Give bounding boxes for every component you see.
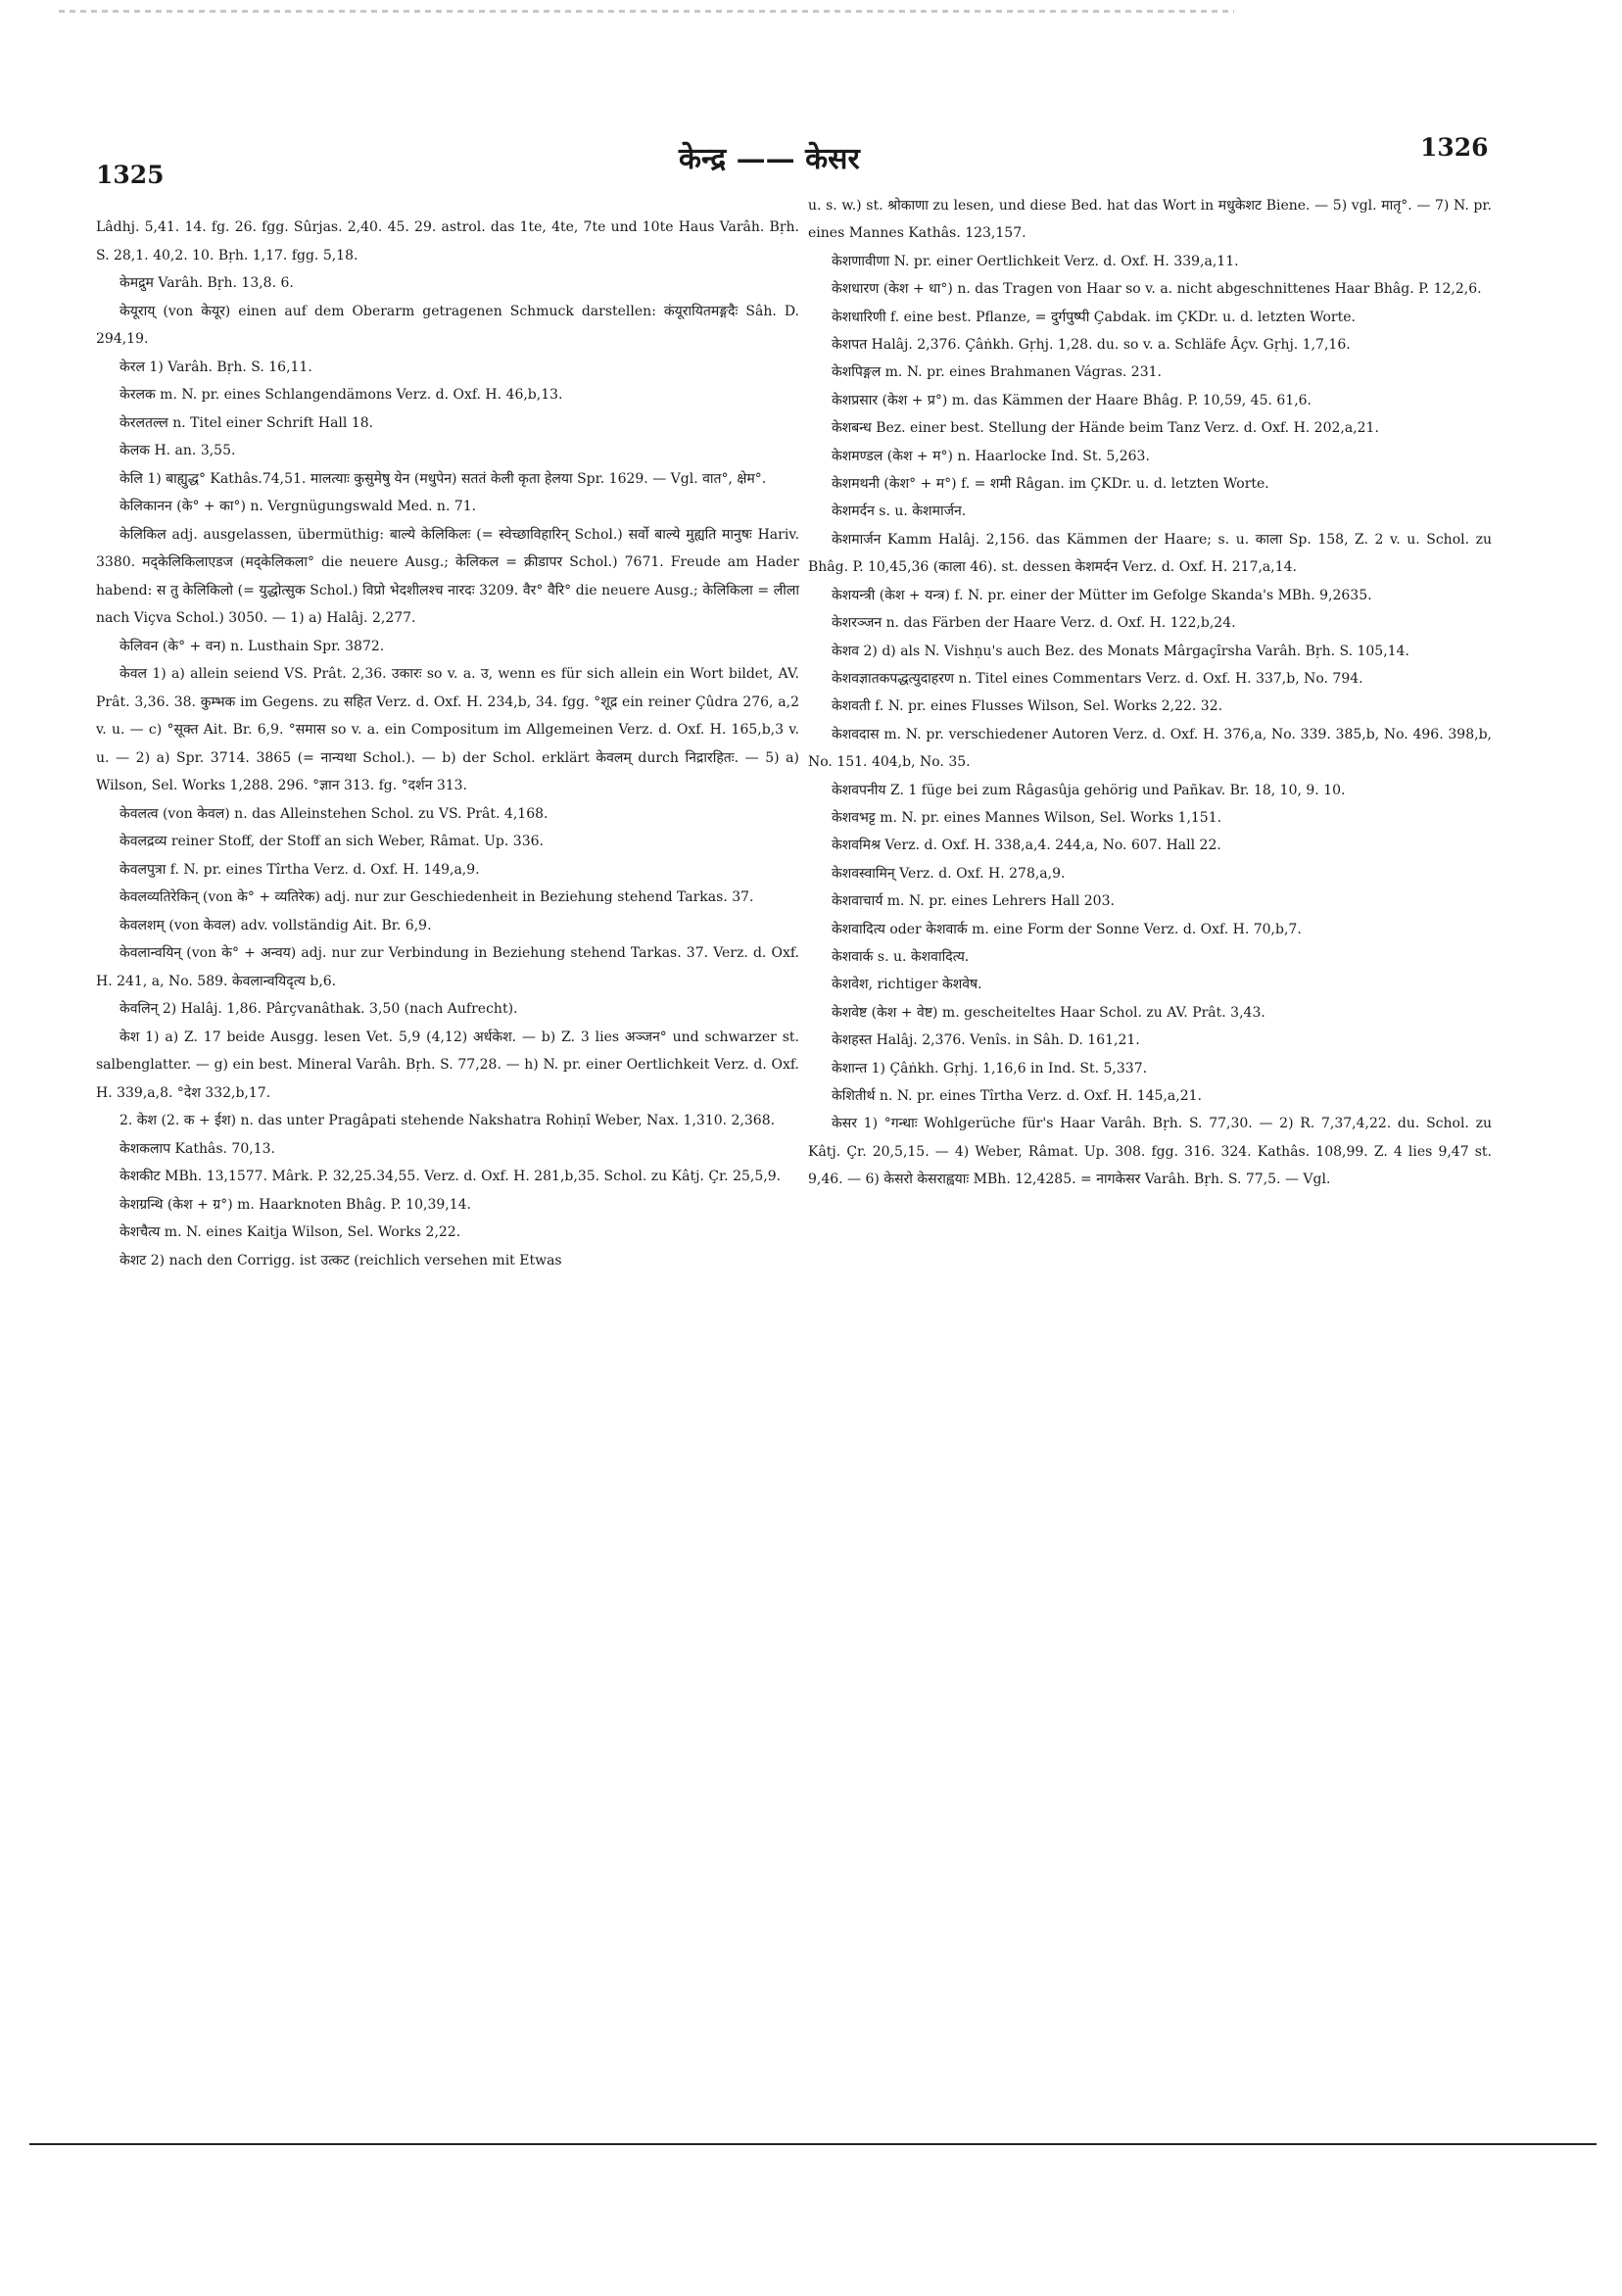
dictionary-entry: केशवार्क s. u. केशवादित्य.	[832, 948, 970, 965]
dictionary-entry: केवलद्रव्य reiner Stoff, der Stoff an sich Weber, Râmat. Up. 336.	[119, 834, 544, 849]
dictionary-entry: केशवदास m. N. pr. verschiedener Autoren Verz. d. Oxf. H. 376,a, No. 339. 385,b, No. 496. 398,b, No. 151. 404,b, No. 35.	[808, 726, 1492, 771]
left-column	[96, 214, 799, 1274]
dictionary-entry: केलक H. an. 3,55.	[119, 443, 236, 458]
scan-top-artifact	[59, 10, 1234, 13]
dictionary-entry: केशमार्जन Kamm Halâj. 2,156. das Kämmen der Haare; s. u. काला Sp. 158, Z. 2 v. u. Schol. zu Bhâg. P. 10,45,36 (काला 46). st. dessen केशमर्दन Verz. d. Oxf. H. 217,a,14.	[808, 531, 1492, 576]
dictionary-entry: केशरञ्जन n. das Färben der Haare Verz. d. Oxf. H. 122,b,24.	[832, 615, 1236, 632]
right-column	[808, 192, 1492, 1194]
dictionary-entry: केशितीर्थ n. N. pr. eines Tîrtha Verz. d. Oxf. H. 145,a,21.	[832, 1088, 1202, 1104]
dictionary-entry: केशयन्त्री (केश + यन्त्र) f. N. pr. einer der Mütter im Gefolge Skanda's MBh. 9,2635.	[832, 587, 1372, 603]
dictionary-entry: केशवाचार्य m. N. pr. eines Lehrers Hall 203.	[832, 893, 1115, 910]
dictionary-entry: केशग्रन्थि (केश + ग्र°) m. Haarknoten Bhâg. P. 10,39,14.	[119, 1196, 471, 1213]
running-head: केन्द्र —— केसर	[679, 142, 860, 176]
dictionary-entry: u. s. w.) st. श्रोकाणा zu lesen, und diese Bed. hat das Wort in मधुकेशट Biene. — 5) vgl. मातृ°. — 7) N. pr. eines Mannes Kathâs. 123,157.	[808, 198, 1492, 242]
dictionary-entry: 2. केश (2. क + ईश) n. das unter Pragâpati stehende Nakshatra Rohiṇî Weber, Nax. 1,310. 2,368.	[119, 1113, 776, 1128]
dictionary-entry: केशकलाप Kathâs. 70,13.	[119, 1140, 275, 1157]
dictionary-entry: केशहस्त Halâj. 2,376. Venîs. in Sâh. D. 161,21.	[832, 1032, 1140, 1049]
page-number-right: 1326	[1420, 133, 1489, 162]
dictionary-entry: केशपत Halâj. 2,376. Çâṅkh. Gṛhj. 1,28. du. so v. a. Schläfe Âçv. Gṛhj. 1,7,16.	[832, 337, 1351, 354]
dictionary-entry: केशधारण (केश + धा°) n. das Tragen von Haar so v. a. nicht abgeschnittenes Haar Bhâg. P. 12,2,6.	[832, 281, 1482, 298]
dictionary-entry: केलिवन (के° + वन) n. Lusthain Spr. 3872.	[119, 638, 385, 654]
dictionary-entry: केशवभट्ट m. N. pr. eines Mannes Wilson, Sel. Works 1,151.	[832, 809, 1222, 826]
dictionary-entry: केशकीट MBh. 13,1577. Mârk. P. 32,25.34,55. Verz. d. Oxf. H. 281,b,35. Schol. zu Kâtj. Çr. 25,5,9.	[119, 1169, 782, 1184]
dictionary-entry: केवलत्व (von केवल) n. das Alleinstehen Schol. zu VS. Prât. 4,168.	[119, 805, 549, 822]
dictionary-entry: केवलव्यतिरेकिन् (von के° + व्यतिरेक) adj. nur zur Geschiedenheit in Beziehung stehend Tarkas. 37.	[119, 889, 754, 905]
dictionary-entry: केशवज्ञातकपद्धत्युदाहरण n. Titel eines Commentars Verz. d. Oxf. H. 337,b, No. 794.	[832, 670, 1363, 687]
dictionary-entry: केवलशम् (von केवल) adv. vollständig Ait. Br. 6,9.	[119, 917, 432, 933]
dictionary-entry: केशमर्दन s. u. केशमार्जन.	[832, 503, 967, 520]
dictionary-entry: केलिकिल adj. ausgelassen, übermüthig: बाल्ये केलिकिलः (= स्वेच्छाविहारिन् Schol.) सर्वो बाल्ये मुह्यति मानुषः Hariv. 3380. मद्केलिकिलाएडज (मद्केलिकला° die neuere Ausg.; केलिकल = क्रीडापर Schol.) 7671. Freude am Hader habend: स तु केलिकिलो (= युद्धोत्सुक Schol.) विप्रो भेदशीलश्च नारदः 3209. वैर° वैरि° die neuere Ausg.; केलिकिला = लीला nach Viçva Schol.) 3050. — 1) a) Halâj. 2,277.	[96, 526, 799, 626]
dictionary-entry: केशप्रसार (केश + प्र°) m. das Kämmen der Haare Bhâg. P. 10,59, 45. 61,6.	[832, 392, 1312, 408]
dictionary-entry: केशमण्डल (केश + म°) n. Haarlocke Ind. St. 5,263.	[832, 448, 1150, 464]
page-bottom-rule	[29, 2143, 1597, 2145]
dictionary-entry: केशबन्ध Bez. einer best. Stellung der Hände beim Tanz Verz. d. Oxf. H. 202,a,21.	[832, 420, 1379, 437]
dictionary-entry: केशवस्वामिन् Verz. d. Oxf. H. 278,a,9.	[832, 865, 1066, 882]
dictionary-entry: केरलतल्ल n. Titel einer Schrift Hall 18.	[119, 414, 374, 431]
dictionary-entry: केशवेष्ट (केश + वेष्ट) m. gescheiteltes Haar Schol. zu AV. Prât. 3,43.	[832, 1004, 1265, 1021]
dictionary-entry: केशवेश, richtiger केशवेष.	[832, 977, 982, 993]
dictionary-entry: केसर 1) °गन्धाः Wohlgerüche für's Haar Varâh. Bṛh. S. 77,30. — 2) R. 7,37,4,22. du. Schol. zu Kâtj. Çr. 20,5,15. — 4) Weber, Râmat. Up. 308. fgg. 316. 324. Kathâs. 108,99. Z. 4 lies 9,47 st. 9,46. — 6) केसरो केसराह्वयाः MBh. 12,4285. = नागकेसर Varâh. Bṛh. S. 77,5. — Vgl.	[808, 1116, 1492, 1188]
dictionary-entry: केवलपुत्रा f. N. pr. eines Tîrtha Verz. d. Oxf. H. 149,a,9.	[119, 861, 480, 878]
dictionary-entry: केशवादित्य oder केशवार्क m. eine Form der Sonne Verz. d. Oxf. H. 70,b,7.	[832, 921, 1302, 937]
dictionary-entry: केलिकानन (के° + का°) n. Vergnügungswald Med. n. 71.	[119, 499, 477, 514]
dictionary-entry: केशवती f. N. pr. eines Flusses Wilson, Sel. Works 2,22. 32.	[832, 698, 1223, 715]
dictionary-entry: केशधारिणी f. eine best. Pflanze, = दुर्गपुष्पी Çabdak. im ÇKDr. u. d. letzten Worte.	[832, 309, 1356, 325]
dictionary-entry: केशट 2) nach den Corrigg. ist उत्कट (reichlich versehen mit Etwas	[119, 1252, 562, 1268]
page-number-left: 1325	[96, 161, 165, 189]
dictionary-entry: केशवपनीय Z. 1 füge bei zum Râgasûja gehörig und Pañkav. Br. 18, 10, 9. 10.	[832, 782, 1346, 798]
dictionary-entry: केश 1) a) Z. 17 beide Ausgg. lesen Vet. 5,9 (4,12) अर्धकेश. — b) Z. 3 lies अञ्जन° und schwarzer st. salbenglatter. — g) ein best. Mineral Varâh. Bṛh. S. 77,28. — h) N. pr. einer Oertlichkeit Verz. d. Oxf. H. 339,a,8. °देश 332,b,17.	[96, 1028, 799, 1101]
dictionary-entry: केलि 1) बाह्युद्ध° Kathâs.74,51. मालत्याः कुसुमेषु येन (मधुपेन) सततं केली कृता हेलया Spr. 1629. — Vgl. वात°, क्षेम°.	[119, 470, 767, 487]
dictionary-entry: केवलिन् 2) Halâj. 1,86. Pârçvanâthak. 3,50 (nach Aufrecht).	[119, 1001, 518, 1017]
dictionary-entry: केवल 1) a) allein seiend VS. Prât. 2,36. उकारः so v. a. उ, wenn es für sich allein ein Wort bildet, AV. Prât. 3,36. 38. कुम्भक im Gegens. zu सहित Verz. d. Oxf. H. 234,b, 34. fgg. °शूद्र ein reiner Çûdra 276, a,2 v. u. — c) °सूक्त Ait. Br. 6,9. °समास so v. a. ein Compositum im Allgemeinen Verz. d. Oxf. H. 165,b,3 v. u. — 2) a) Spr. 3714. 3865 (= नान्यथा Schol.). — b) der Schol. erklärt केवलम् durch निद्रारहितः. — 5) a) Wilson, Sel. Works 1,288. 296. °ज्ञान 313. fg. °दर्शन 313.	[96, 666, 799, 793]
dictionary-entry: केरलक m. N. pr. eines Schlangendämons Verz. d. Oxf. H. 46,b,13.	[119, 387, 563, 403]
dictionary-entry: केशान्त 1) Çâṅkh. Gṛhj. 1,16,6 in Ind. St. 5,337.	[832, 1060, 1148, 1076]
dictionary-entry: केशपिङ्गल m. N. pr. eines Brahmanen Vágras. 231.	[832, 364, 1162, 381]
dictionary-entry: केवलान्वयिन् (von के° + अन्वय) adj. nur zur Verbindung in Beziehung stehend Tarkas. 37. Verz. d. Oxf. H. 241, a, No. 589. केवलान्वयिदृत्य b,6.	[96, 945, 799, 989]
dictionary-entry: केमद्रुम Varâh. Bṛh. 13,8. 6.	[119, 275, 294, 291]
dictionary-entry: केशमथनी (केश° + म°) f. = शमी Râgan. im ÇKDr. u. d. letzten Worte.	[832, 476, 1269, 493]
dictionary-entry: केयूराय् (von केयूर) einen auf dem Oberarm getragenen Schmuck darstellen: कंयूरायितमङ्गदैः Sâh. D. 294,19.	[96, 303, 799, 347]
dictionary-entry: केशचैत्य m. N. eines Kaitja Wilson, Sel. Works 2,22.	[119, 1224, 461, 1240]
dictionary-entry: केशणावीणा N. pr. einer Oertlichkeit Verz. d. Oxf. H. 339,a,11.	[832, 253, 1239, 269]
dictionary-entry: केशव 2) d) als N. Vishṇu's auch Bez. des Monats Mârgaçîrsha Varâh. Bṛh. S. 105,14.	[832, 643, 1409, 659]
dictionary-entry: Lâdhj. 5,41. 14. fg. 26. fgg. Sûrjas. 2,40. 45. 29. astrol. das 1te, 4te, 7te und 10te Haus Varâh. Bṛh. S. 28,1. 40,2. 10. Bṛh. 1,17. fgg. 5,18.	[96, 219, 799, 263]
dictionary-entry: केशवमिश्र Verz. d. Oxf. H. 338,a,4. 244,a, No. 607. Hall 22.	[832, 837, 1221, 854]
dictionary-entry: केरल 1) Varâh. Bṛh. S. 16,11.	[119, 359, 312, 375]
